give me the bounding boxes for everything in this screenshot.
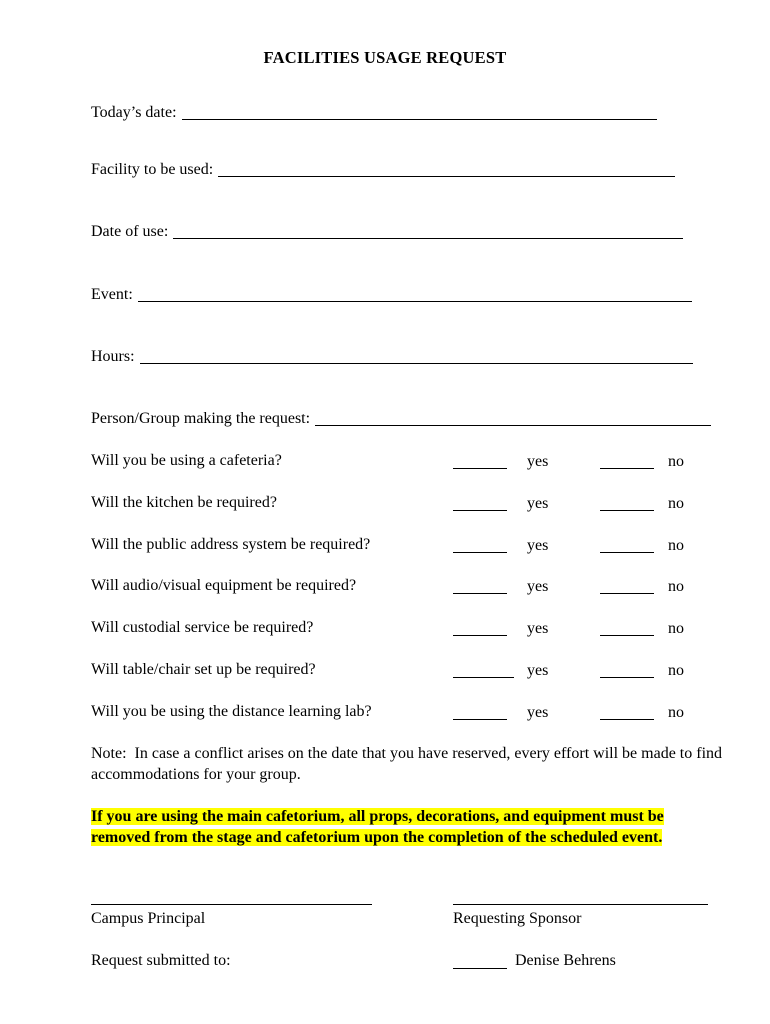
warning-line-1: If you are using the main cafetorium, all props, decorations, and equipment must be (91, 808, 664, 825)
principal-signature-line[interactable] (91, 903, 372, 905)
person-group-input-line[interactable] (315, 411, 711, 426)
audio-visual-yes-label: yes (527, 578, 549, 595)
event-input-line[interactable] (138, 287, 692, 302)
distance-learning-yes-label: yes (527, 704, 549, 721)
custodial-no-label: no (668, 620, 684, 637)
hours-field (91, 348, 693, 366)
custodial-yes-blank[interactable] (453, 622, 507, 636)
table-chair-yes-label: yes (527, 662, 549, 679)
event-field (91, 286, 692, 304)
audio-visual-no-blank[interactable] (600, 580, 654, 594)
date-of-use-field (91, 223, 683, 241)
event-label: Event: (91, 286, 133, 303)
question-custodial: Will custodial service be required? (91, 619, 314, 636)
submitted-to-blank[interactable] (453, 955, 507, 969)
table-chair-yes-blank[interactable] (453, 664, 514, 678)
hours-label: Hours: (91, 348, 135, 365)
todays-date-field (91, 104, 657, 122)
audio-visual-yes-blank[interactable] (453, 580, 507, 594)
audio-visual-no-label: no (668, 578, 684, 595)
sponsor-signature-line[interactable] (453, 903, 708, 905)
cafeteria-yes-blank[interactable] (453, 455, 507, 469)
kitchen-no-blank[interactable] (600, 497, 654, 511)
cafeteria-yes-label: yes (527, 453, 549, 470)
distance-learning-yes-blank[interactable] (453, 706, 507, 720)
public-address-no-label: no (668, 537, 684, 554)
question-audio-visual: Will audio/visual equipment be required? (91, 577, 357, 594)
custodial-yes-label: yes (527, 620, 549, 637)
submitted-to-name: Denise Behrens (515, 952, 616, 969)
warning-line-2: removed from the stage and cafetorium upon the completion of the scheduled event. (91, 829, 663, 846)
public-address-no-blank[interactable] (600, 539, 654, 553)
kitchen-yes-label: yes (527, 495, 549, 512)
date-of-use-label: Date of use: (91, 223, 169, 240)
facility-label: Facility to be used: (91, 161, 214, 178)
public-address-yes-label: yes (527, 537, 549, 554)
distance-learning-no-label: no (668, 704, 684, 721)
form-title: FACILITIES USAGE REQUEST (263, 48, 507, 67)
submitted-to-label: Request submitted to: (91, 952, 231, 969)
question-cafeteria: Will you be using a cafeteria? (91, 452, 282, 469)
kitchen-no-label: no (668, 495, 684, 512)
facility-field (91, 161, 675, 179)
cafetorium-warning (91, 806, 664, 848)
distance-learning-no-blank[interactable] (600, 706, 654, 720)
cafeteria-no-blank[interactable] (600, 455, 654, 469)
person-group-label: Person/Group making the request: (91, 410, 311, 427)
facility-input-line[interactable] (218, 162, 675, 177)
table-chair-no-blank[interactable] (600, 664, 654, 678)
question-public-address: Will the public address system be required? (91, 536, 371, 553)
cafeteria-no-label: no (668, 453, 684, 470)
question-kitchen: Will the kitchen be required? (91, 494, 277, 511)
todays-date-input-line[interactable] (182, 105, 657, 120)
public-address-yes-blank[interactable] (453, 539, 507, 553)
kitchen-yes-blank[interactable] (453, 497, 507, 511)
todays-date-label: Today’s date: (91, 104, 177, 121)
table-chair-no-label: no (668, 662, 684, 679)
question-table-chair: Will table/chair set up be required? (91, 661, 316, 678)
date-of-use-input-line[interactable] (173, 224, 683, 239)
principal-label: Campus Principal (91, 910, 206, 927)
hours-input-line[interactable] (140, 349, 693, 364)
question-distance-learning: Will you be using the distance learning lab? (91, 703, 372, 720)
custodial-no-blank[interactable] (600, 622, 654, 636)
sponsor-label: Requesting Sponsor (453, 910, 582, 927)
person-group-field (91, 410, 711, 428)
conflict-note: Note: In case a conflict arises on the date that you have reserved, every effort will be made to find accommodations for your group. (91, 745, 723, 783)
